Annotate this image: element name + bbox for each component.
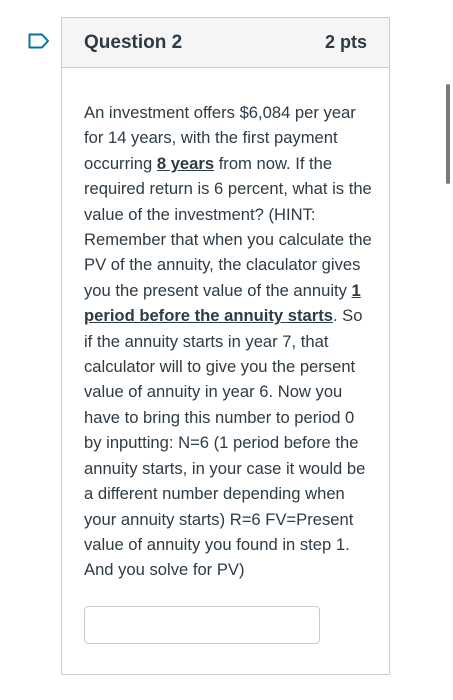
question-text-part3: . So if the annuity starts in year 7, that calculator will to give you the persent value of annuity in year 6. Now you have to bring this number to period 0 by inputting: N=6 (1 period before the annuity starts, in your case it would be a different number depending when your annuity starts) R=6 FV=Present value of annuity you found in step 1. And you solve for PV): [84, 306, 366, 580]
question-text: [62, 68, 389, 583]
question-title: Question 2: [84, 31, 183, 53]
question-card: [61, 17, 390, 675]
question-text-part1: An investment offers $6,084 per year for 14 years, with the first payment occurring: [84, 103, 356, 173]
question-points: 2 pts: [324, 32, 367, 52]
question-header: [62, 18, 389, 68]
emphasis-years: 8 years: [156, 153, 215, 173]
scrollbar[interactable]: [446, 84, 450, 184]
answer-input[interactable]: [84, 606, 320, 644]
emphasis-period: 1 period before the annuity starts: [84, 280, 361, 326]
bookmark-flag-icon[interactable]: [28, 33, 50, 49]
question-text-part2: from now. If the required return is 6 percent, what is the value of the investment? (HINT: Remember that when you calculate the PV of the annuity, the claculator gives you the present value of the annuity: [84, 153, 372, 300]
